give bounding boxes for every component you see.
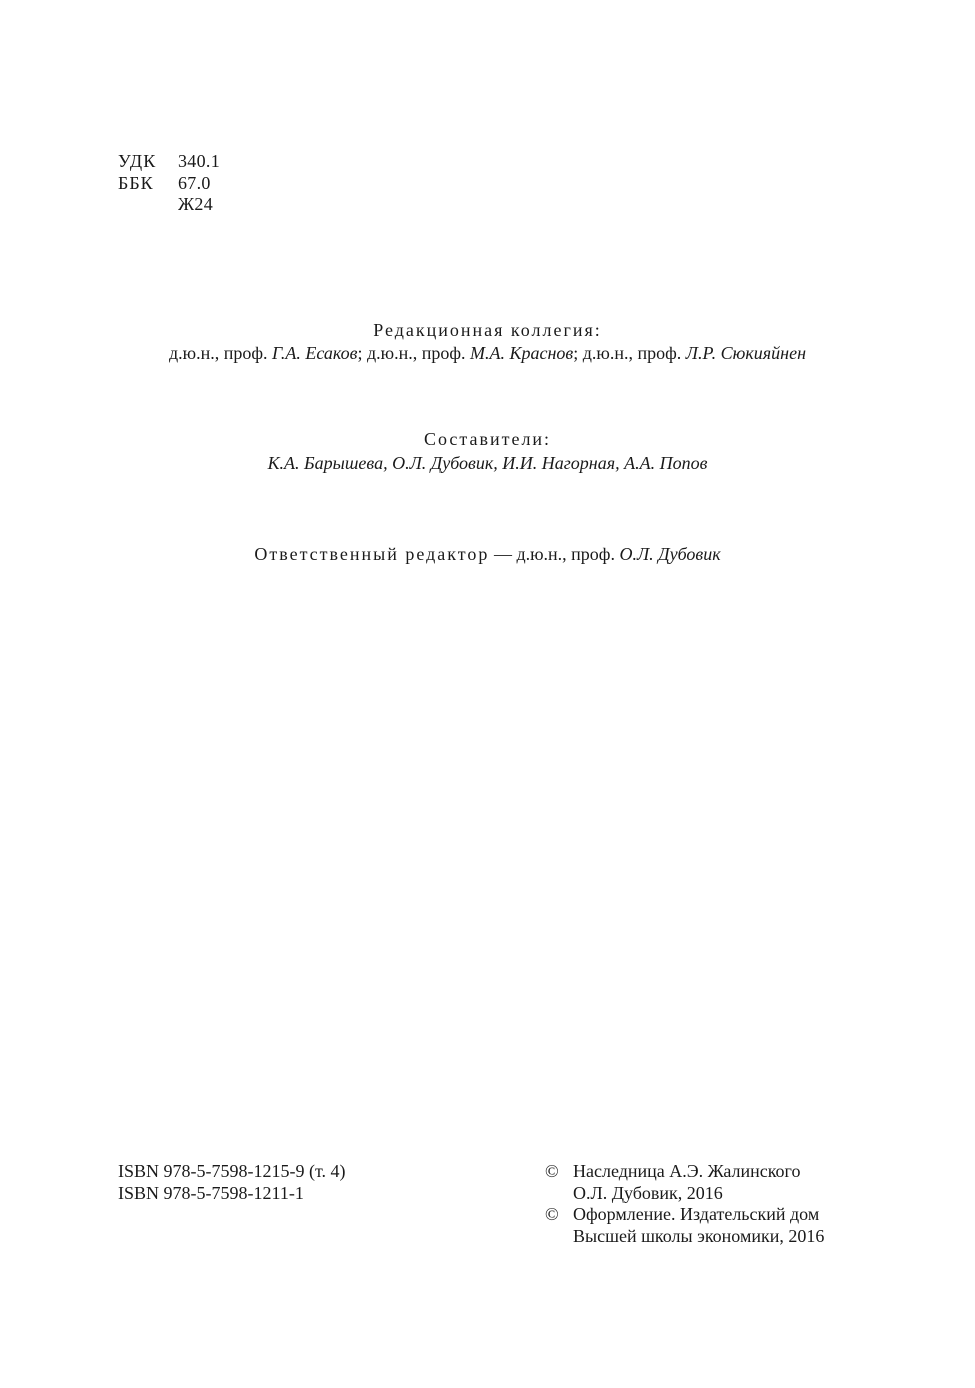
classification-block bbox=[118, 151, 220, 216]
editorial-board-heading-text: Редакционная коллегия: bbox=[373, 320, 602, 340]
copyright-holder: О.Л. Дубовик, 2016 bbox=[573, 1182, 723, 1203]
classification-value: 67.0 bbox=[178, 172, 211, 193]
classification-row-udk bbox=[118, 151, 220, 173]
member-name: Л.Р. Сюкияйнен bbox=[685, 343, 807, 363]
compilers-heading-text: Составители: bbox=[423, 429, 552, 449]
classification-row-author-sign bbox=[118, 194, 220, 216]
responsible-editor bbox=[0, 544, 975, 565]
isbn-line: ISBN 978-5-7598-1215-9 (т. 4) bbox=[118, 1161, 346, 1181]
copyright-line bbox=[545, 1226, 824, 1248]
copyright-line bbox=[545, 1161, 824, 1183]
compilers-heading bbox=[0, 429, 975, 450]
classification-row-bbk bbox=[118, 173, 220, 195]
copyright-line bbox=[545, 1183, 824, 1205]
member-title: д.ю.н., проф. bbox=[168, 343, 273, 363]
member-separator: ; bbox=[573, 343, 583, 363]
copyright-holder: Наследница А.Э. Жалинского bbox=[573, 1161, 801, 1181]
isbn-block bbox=[118, 1161, 346, 1204]
responsible-editor-dash: — bbox=[489, 544, 517, 564]
member-title: д.ю.н., проф. bbox=[582, 343, 686, 363]
compilers-names-text: К.А. Барышева, О.Л. Дубовик, И.И. Нагорная, А.А. Попов bbox=[267, 453, 708, 473]
classification-code: УДК bbox=[118, 151, 157, 171]
copyright-line bbox=[545, 1204, 824, 1226]
responsible-editor-label: Ответственный редактор bbox=[254, 544, 490, 564]
copyright-symbol: © bbox=[545, 1204, 559, 1224]
copyright-holder: Высшей школы экономики, 2016 bbox=[573, 1225, 825, 1246]
member-separator: ; bbox=[357, 343, 367, 363]
editorial-board-heading bbox=[0, 320, 975, 341]
member-title: д.ю.н., проф. bbox=[367, 343, 471, 363]
editorial-board-members bbox=[0, 343, 975, 364]
copyright-symbol: © bbox=[545, 1161, 559, 1181]
copyright-block bbox=[545, 1161, 824, 1247]
member-name: Г.А. Есаков bbox=[272, 343, 358, 363]
isbn-line: ISBN 978-5-7598-1211-1 bbox=[118, 1182, 304, 1203]
classification-value: 340.1 bbox=[178, 151, 220, 171]
compilers-names bbox=[0, 453, 975, 474]
classification-value: Ж24 bbox=[178, 194, 214, 214]
responsible-editor-name: О.Л. Дубовик bbox=[619, 544, 721, 564]
copyright-holder: Оформление. Издательский дом bbox=[573, 1204, 820, 1224]
classification-code: ББК bbox=[118, 172, 154, 193]
member-name: М.А. Краснов bbox=[470, 343, 574, 363]
classification-code bbox=[118, 194, 178, 216]
responsible-editor-title: д.ю.н., проф. bbox=[516, 544, 620, 564]
